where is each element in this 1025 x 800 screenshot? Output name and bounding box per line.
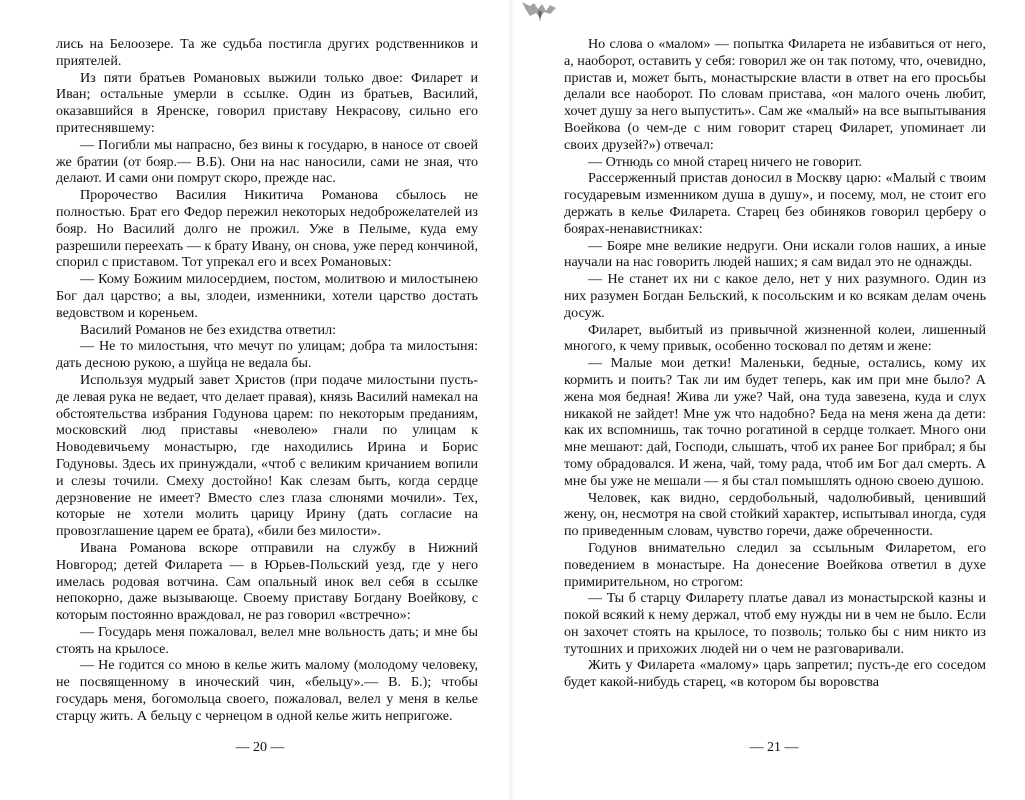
- right-paragraph-1: Но слова о «малом» — попытка Филарета не избавиться от него, а, наоборот, оставить у себя: говорил же он так потому, что, очевидно, пристав и, может быть, монастырские власти в ответ на его просьбы делали все наоборот. По словам пристава, «он малого очень любит, хочет душу за него выпустить». Сам же «малый» на все выпытывания Воейкова (о чем-де с ним говорит старец Филарет, упоминает ли своих друзей?») отвечал:: [564, 36, 987, 153]
- right-paragraph-8: Человек, как видно, сердобольный, чадолюбивый, ценивший жену, он, несмотря на свой стойкий характер, испытывал иногда, судя по приведенным словам, чувство горечи, даже обреченности.: [564, 489, 986, 540]
- right-paragraph-5: — Не станет их ни с какое дело, нет у них разумного. Один из них разумен Богдан Бельский, к посольским и ко всякам делам очень досуж.: [564, 271, 986, 321]
- left-paragraph-10: — Государь меня пожаловал, велел мне вольность дать; и мне бы стоять на крылосе.: [56, 623, 478, 657]
- left-paragraph-4: Пророчество Василия Никитича Романова сбылось не полностью. Брат его Федор пережил некоторых недоброжелателей из бояр. Но Василий долго не прожил. Уже в Пелыме, куда ему разрешили переехать — к брату Ивану, он снова, уже перед кончиной, спорил с приставом. Тот упрекал его и всех Романовых:: [56, 187, 478, 271]
- right-page-text: [564, 36, 986, 691]
- left-paragraph-11: — Не годится со мною в келье жить малому (молодому человеку, не посвященному в иноческий чин, «бельцу».— В. Б.); чтобы государь меня, богомольца своего, пожаловал, велел у меня в келье старцу жить. А бельцу с чернецом в одной келье жить непригоже.: [56, 657, 478, 724]
- left-paragraph-9: Ивана Романова вскоре отправили на службу в Нижний Новгород; детей Филарета — в Юрьев-Польский уезд, где у него имелась родовая вотчина. Сам опальный инок вел себя в ссылке непокорно, даже вызывающе. Своему приставу Богдану Воейкову, с которым постоянно враждовал, не раз говорил «встречно»:: [56, 539, 478, 624]
- right-paragraph-9: Годунов внимательно следил за ссыльным Филаретом, его поведением в монастыре. На донесение Воейкова ответил в духе примирительном, но строгом:: [564, 539, 986, 590]
- left-paragraph-5: — Кому Божиим милосердием, постом, молитвою и милостынею Бог дал царство; а вы, злодеи, изменники, хотели царство достать ведовством и кореньем.: [56, 271, 478, 321]
- left-page-number: — 20 —: [235, 740, 285, 755]
- right-paragraph-11: Жить у Филарета «малому» царь запретил; пусть-де его соседом будет какой-нибудь старец, «в котором бы воровства: [564, 657, 986, 691]
- scan-artifact-mark: [520, 0, 560, 26]
- left-paragraph-3: — Погибли мы напрасно, без вины к государю, в наносе от своей же братии (от бояр.— В.Б). Они на нас наносили, сами не зная, что делают. И сами они помрут скоро, прежде нас.: [56, 136, 478, 187]
- right-page-number: — 21 —: [749, 740, 799, 755]
- right-paragraph-3: Рассерженный пристав доносил в Москву царю: «Малый с твоим государевым изменником душа в душу», и посему, мол, не стоит его держать в келье Филарета. Старец без обиняков говорил церберу о боярах-ненавистниках:: [564, 170, 986, 237]
- left-page-text: [56, 36, 478, 725]
- right-paragraph-7: — Малые мои детки! Маленьки, бедные, остались, кому их кормить и поить? Так ли им будет теперь, как им при мне было? А жена моя бедная! Жива ли уже? Чай, она туда завезена, куда и слух никакой не зайдет! Мне уж что надобно? Беда на меня жена да дети: как их вспомнишь, так точно рогатиной в сердце толкает. Много они мне мешают: дай, Господи, слышать, чтоб их ранее Бог прибрал; я бы тому обрадовался. И жена, чай, тому рада, чтоб им Бог дал смерть. А мне бы уже не мешали — я бы стал помышлять одною своею душою.: [564, 355, 986, 489]
- right-paragraph-4: — Бояре мне великие недруги. Они искали голов наших, а иные научали на нас говорить людей наших; я сам видал это не однажды.: [564, 237, 986, 271]
- page-gutter: [508, 0, 514, 800]
- left-paragraph-7: — Не то милостыня, что мечут по улицам; добра та милостыня: дать десною рукою, а шуйца не ведала бы.: [56, 338, 478, 372]
- left-paragraph-8: Используя мудрый завет Христов (при подаче милостыни пусть-де левая рука не ведает, что делает правая), князь Василий намекал на обстоятельства избрания Годунова царем: по некоторым преданиям, московский люд приставы «неволею» гнали по улицам к Новодевичьему монастырю, где находились Ирина и Борис Годуновы. Здесь их принуждали, «чтоб с великим кричанием вопили и слезы точили. Смеху достойно! Как слезам быть, когда сердце дерзновение не имеет? Вместо слез глаза слюнями мочили». Тех, которые не хотели молить царицу Ирину (дать согласие на провозглашение царем ее брата), «били без милости».: [56, 371, 478, 540]
- right-paragraph-2: — Отнюдь со мной старец ничего не говорит.: [588, 153, 863, 170]
- left-paragraph-6: Василий Романов не без ехидства ответил:: [80, 321, 337, 338]
- right-paragraph-6: Филарет, выбитый из привычной жизненной колеи, лишенный многого, к чему привык, особенно тосковал по детям и жене:: [564, 321, 986, 355]
- left-paragraph-2: Из пяти братьев Романовых выжили только двое: Филарет и Иван; остальные умерли в ссылке. Один из братьев, Василий, оказавшийся в Яренске, говорил приставу Некрасову, сильно его притеснявшему:: [56, 69, 478, 136]
- left-paragraph-1: лись на Белоозере. Та же судьба постигла других родственников и приятелей.: [56, 36, 478, 69]
- right-paragraph-10: — Ты б старцу Филарету платье давал из монастырской казны и покой всякий к нему держал, чтоб ему нужды ни в чем не было. Если он захочет стоять на крылосе, то позволь; только бы с ним никто из тутошних и прихожих людей ни о чем не разговаривали.: [564, 590, 986, 657]
